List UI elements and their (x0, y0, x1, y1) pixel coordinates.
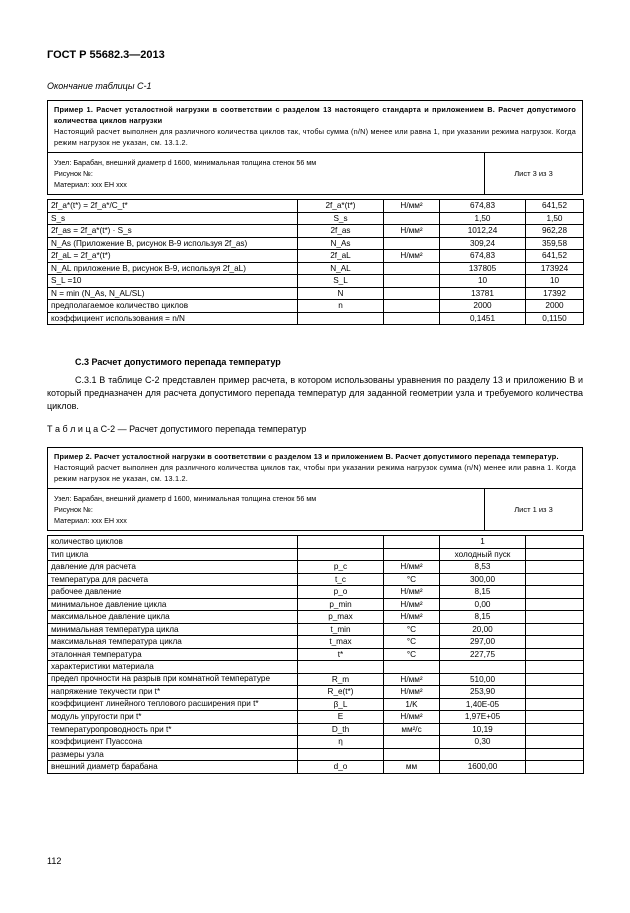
table-cell: t* (298, 648, 384, 661)
table-cell: температура для расчета (48, 573, 298, 586)
table-row (48, 661, 584, 674)
table-cell: 0,30 (440, 736, 526, 749)
table-cell (526, 736, 584, 749)
table-cell: t_min (298, 623, 384, 636)
table-row (48, 648, 584, 661)
table-cell (384, 262, 440, 275)
table-cell: коэффициент использования = n/N (48, 312, 298, 325)
table-row (48, 237, 584, 250)
table-cell: R_m (298, 673, 384, 686)
table-cell: 10 (440, 275, 526, 288)
table-row (48, 212, 584, 225)
table-row (48, 275, 584, 288)
table-cell: η (298, 736, 384, 749)
table-cell (526, 748, 584, 761)
table-row (48, 748, 584, 761)
table-cell: S_L (298, 275, 384, 288)
table-row (48, 225, 584, 238)
table-cell: t_c (298, 573, 384, 586)
table-cell: 1600,00 (440, 761, 526, 774)
table-cell (526, 548, 584, 561)
table-cell: тип цикла (48, 548, 298, 561)
table-cell: 20,00 (440, 623, 526, 636)
table-row (48, 686, 584, 699)
table-cell: °С (384, 573, 440, 586)
table-row (48, 561, 584, 574)
table-cell: 1 (440, 536, 526, 549)
table-cell: 2000 (440, 300, 526, 313)
table-cell: напряжение текучести при t* (48, 686, 298, 699)
table-cell (298, 661, 384, 674)
table-cell (384, 661, 440, 674)
table-cell: минимальная температура цикла (48, 623, 298, 636)
table-cell: R_e(t*) (298, 686, 384, 699)
table-cell: 253,90 (440, 686, 526, 699)
table-cell: 309,24 (440, 237, 526, 250)
table-cell (384, 287, 440, 300)
table-cell: 2f_a*(t*) = 2f_a*/C_t* (48, 200, 298, 213)
table-cell (526, 586, 584, 599)
table-row (48, 287, 584, 300)
table-cell: 2f_aL = 2f_a*(t*) (48, 250, 298, 263)
table-cell (384, 748, 440, 761)
table-cell (384, 300, 440, 313)
table-cell (526, 536, 584, 549)
table-cell: 641,52 (526, 250, 584, 263)
table-cell: 1,50 (526, 212, 584, 225)
example1-node: Узел: Барабан, внешний диаметр d 1600, минимальная толщина стенок 56 мм (54, 158, 317, 167)
table-cell (526, 573, 584, 586)
table-row (48, 536, 584, 549)
table-cell: D_th (298, 723, 384, 736)
table-cell: Н/мм² (384, 250, 440, 263)
table-row (48, 586, 584, 599)
table-cell: p_max (298, 611, 384, 624)
example1-box (47, 100, 583, 195)
table-cell (384, 237, 440, 250)
table-cell: β_L (298, 698, 384, 711)
table-cell: количество циклов (48, 536, 298, 549)
table-cell (384, 312, 440, 325)
table-cell (384, 736, 440, 749)
table-cell: холодный пуск (440, 548, 526, 561)
table-cell: S_s (48, 212, 298, 225)
table-cell: мм (384, 761, 440, 774)
table-cell: давление для расчета (48, 561, 298, 574)
table-cell (526, 723, 584, 736)
table-cell (526, 561, 584, 574)
table-cell: 13781 (440, 287, 526, 300)
table-cell: 173924 (526, 262, 584, 275)
table-cell: 2f_as (298, 225, 384, 238)
table-cell: Н/мм² (384, 561, 440, 574)
table-cell: 0,1150 (526, 312, 584, 325)
table-cell (526, 673, 584, 686)
table-cell: 1,40E-05 (440, 698, 526, 711)
section-paragraph: С.3.1 В таблице С-2 представлен пример расчета, в котором использованы уравнения по разделу 13 и приложению В и который предназначен для расчета допустимого перепада температур для заданной геометрии узла и требуемого количества циклов. (47, 375, 583, 411)
table-cell (298, 312, 384, 325)
table-cell: коэффициент Пуассона (48, 736, 298, 749)
table-cell: рабочее давление (48, 586, 298, 599)
table-cell: предполагаемое количество циклов (48, 300, 298, 313)
table-cell: 300,00 (440, 573, 526, 586)
table-cell: p_min (298, 598, 384, 611)
table-cell: 1,50 (440, 212, 526, 225)
table-cell: 8,53 (440, 561, 526, 574)
table-cell: 0,00 (440, 598, 526, 611)
table-cell: 510,00 (440, 673, 526, 686)
table-cell (526, 686, 584, 699)
table-cell: 1012,24 (440, 225, 526, 238)
example2-box (47, 447, 583, 531)
table-cell: характеристики материала (48, 661, 298, 674)
table-cell: размеры узла (48, 748, 298, 761)
table-cell: коэффициент линейного теплового расширения при t* (48, 698, 298, 711)
table-cell: максимальное давление цикла (48, 611, 298, 624)
table-cell (440, 661, 526, 674)
table-cell: °С (384, 648, 440, 661)
table-cell: 1/K (384, 698, 440, 711)
table-row (48, 711, 584, 724)
table-cell: 359,58 (526, 237, 584, 250)
table-row (48, 262, 584, 275)
table-row (48, 300, 584, 313)
table-cell: внешний диаметр барабана (48, 761, 298, 774)
table-cell: максимальная температура цикла (48, 636, 298, 649)
table-cell: Н/мм² (384, 711, 440, 724)
table-cell: 10 (526, 275, 584, 288)
table-row (48, 698, 584, 711)
table-cell: модуль упругости при t* (48, 711, 298, 724)
table-cell: Н/мм² (384, 598, 440, 611)
table-cell: t_max (298, 636, 384, 649)
table-cell: температуропроводность при t* (48, 723, 298, 736)
table-cell: эталонная температура (48, 648, 298, 661)
table-cell: 2f_a*(t*) (298, 200, 384, 213)
table-cell: 962,28 (526, 225, 584, 238)
example2-drawing: Рисунок №: (54, 505, 93, 514)
table-cell: n (298, 300, 384, 313)
table-cell (298, 536, 384, 549)
example1-title: Пример 1. Расчет усталостной нагрузки в соответствии с разделом 13 настоящего стандарта и приложением В. Расчет допустимого количества циклов нагрузки (54, 105, 576, 125)
table-row (48, 598, 584, 611)
example2-title: Пример 2. Расчет усталостной нагрузки в соответствии с разделом 13 и приложением В. Расчет допустимого перепада температур. (54, 452, 559, 461)
table-cell (526, 648, 584, 661)
table-cell: 2000 (526, 300, 584, 313)
table-cell: 2f_aL (298, 250, 384, 263)
table-cell: Н/мм² (384, 686, 440, 699)
example2-node: Узел: Барабан, внешний диаметр d 1600, минимальная толщина стенок 56 мм (54, 494, 317, 503)
table-row (48, 573, 584, 586)
table-row (48, 548, 584, 561)
table-cell: 8,15 (440, 586, 526, 599)
standard-number: ГОСТ Р 55682.3—2013 (47, 49, 165, 61)
table-cell: N = min (N_As, N_AL/SL) (48, 287, 298, 300)
table-row (48, 761, 584, 774)
table-row (48, 673, 584, 686)
fatigue-table (47, 199, 584, 325)
table-cell: N_AL (298, 262, 384, 275)
table-row (48, 623, 584, 636)
table-cell (384, 536, 440, 549)
table-row (48, 723, 584, 736)
table-cell: N_As (Приложение В, рисунок В-9 используя 2f_as) (48, 237, 298, 250)
table-cell: S_s (298, 212, 384, 225)
table-cell (298, 748, 384, 761)
table-row (48, 736, 584, 749)
table-cell (526, 598, 584, 611)
example2-material: Материал: ххх ЕН ххх (54, 516, 127, 525)
table-cell: Н/мм² (384, 200, 440, 213)
table-continuation-caption: Окончание таблицы С-1 (47, 81, 152, 91)
table-cell: минимальное давление цикла (48, 598, 298, 611)
table-cell (440, 748, 526, 761)
table-cell (384, 548, 440, 561)
table-cell: предел прочности на разрыв при комнатной температуре (48, 673, 298, 686)
table-cell: S_L =10 (48, 275, 298, 288)
table-row (48, 611, 584, 624)
table-row (48, 250, 584, 263)
table-cell: 8,15 (440, 611, 526, 624)
example1-material: Материал: ххх ЕН ххх (54, 180, 127, 189)
table-cell: p_c (298, 561, 384, 574)
table-cell: E (298, 711, 384, 724)
table-caption: Т а б л и ц а С-2 — Расчет допустимого перепада температур (47, 424, 307, 434)
table-cell: Н/мм² (384, 586, 440, 599)
table-cell (384, 275, 440, 288)
table-row (48, 312, 584, 325)
table-cell: 2f_as = 2f_a*(t*) · S_s (48, 225, 298, 238)
table-cell: 227,75 (440, 648, 526, 661)
table-cell (384, 212, 440, 225)
temperature-table (47, 535, 584, 774)
table-cell (526, 698, 584, 711)
table-cell: 1,97E+05 (440, 711, 526, 724)
table-cell (526, 636, 584, 649)
table-cell (298, 548, 384, 561)
table-cell: 641,52 (526, 200, 584, 213)
table-cell: °С (384, 623, 440, 636)
table-cell: Н/мм² (384, 673, 440, 686)
example2-text: Настоящий расчет выполнен для различного количества циклов так, чтобы при указании режима нагрузок сумма (n/N) менее или равна 1. Когда режим нагрузок не указан, см. 13.1.2. (54, 463, 576, 483)
table-cell: 17392 (526, 287, 584, 300)
table-cell (526, 711, 584, 724)
table-cell: 674,83 (440, 200, 526, 213)
table-cell (526, 661, 584, 674)
table-row (48, 636, 584, 649)
example2-sheet: Лист 1 из 3 (514, 505, 553, 514)
table-cell: °С (384, 636, 440, 649)
table-cell: 137805 (440, 262, 526, 275)
table-cell: Н/мм² (384, 611, 440, 624)
table-cell: N (298, 287, 384, 300)
example1-drawing: Рисунок №: (54, 169, 93, 178)
example1-sheet: Лист 3 из 3 (514, 169, 553, 178)
table-row (48, 200, 584, 213)
table-cell: p_o (298, 586, 384, 599)
table-cell: 0,1451 (440, 312, 526, 325)
table-cell: 674,83 (440, 250, 526, 263)
table-cell: мм²/с (384, 723, 440, 736)
table-cell: Н/мм² (384, 225, 440, 238)
section-heading: С.3 Расчет допустимого перепада температур (75, 357, 281, 367)
table-cell: d_o (298, 761, 384, 774)
table-cell: N_AL приложение В, рисунок В-9, используя 2f_aL) (48, 262, 298, 275)
table-cell (526, 611, 584, 624)
table-cell: 297,00 (440, 636, 526, 649)
table-cell (526, 761, 584, 774)
table-cell: N_As (298, 237, 384, 250)
example1-text: Настоящий расчет выполнен для различного количества циклов так, чтобы сумма (n/N) менее или равна 1, при указании режима нагрузок. Когда режим нагрузок не указан, см. 13.1.2. (54, 127, 576, 147)
table-cell (526, 623, 584, 636)
table-cell: 10,19 (440, 723, 526, 736)
page-number: 112 (47, 856, 62, 866)
